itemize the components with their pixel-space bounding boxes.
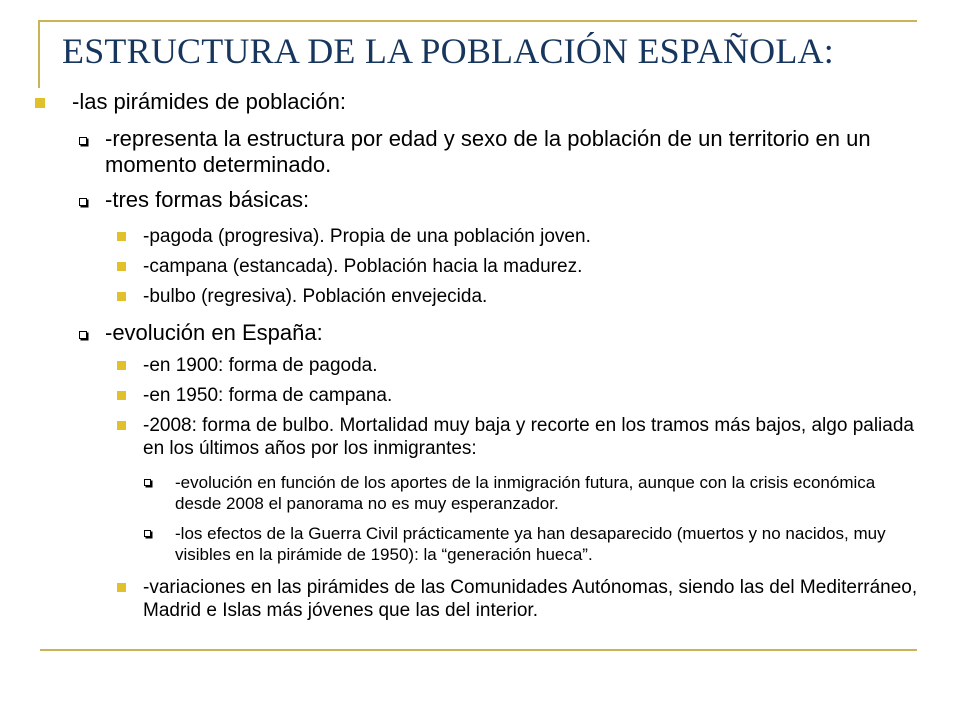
square-bullet-icon — [117, 262, 126, 271]
square-bullet-icon — [117, 583, 126, 592]
list-item: -las pirámides de población: — [72, 89, 922, 115]
checkbox-bullet-icon — [79, 137, 87, 145]
list-item: -en 1900: forma de pagoda. — [143, 354, 918, 377]
list-item: -evolución en función de los aportes de la inmigración futura, aunque con la crisis económica desde 2008 el panorama no es muy esperanzador. — [175, 472, 915, 514]
left-rule — [38, 20, 40, 88]
checkbox-bullet-icon — [79, 331, 87, 339]
checkbox-bullet-icon — [144, 530, 151, 537]
list-item: -2008: forma de bulbo. Mortalidad muy baja y recorte en los tramos más bajos, algo paliada en los últimos años por los inmigrantes: — [143, 414, 918, 460]
square-bullet-icon — [117, 421, 126, 430]
top-rule — [40, 20, 917, 22]
list-item: -campana (estancada). Población hacia la madurez. — [143, 255, 918, 278]
list-item: -los efectos de la Guerra Civil prácticamente ya han desaparecido (muertos y no nacidos, muy visibles en la pirámide de 1950): la “generación hueca”. — [175, 523, 915, 565]
square-bullet-icon — [117, 361, 126, 370]
square-bullet-icon — [117, 292, 126, 301]
list-item: -pagoda (progresiva). Propia de una población joven. — [143, 225, 918, 248]
checkbox-bullet-icon — [144, 479, 151, 486]
list-item: -en 1950: forma de campana. — [143, 384, 918, 407]
slide-title: ESTRUCTURA DE LA POBLACIÓN ESPAÑOLA: — [62, 31, 834, 71]
list-item: -representa la estructura por edad y sexo de la población de un territorio en un momento determinado. — [105, 126, 915, 178]
checkbox-bullet-icon — [79, 198, 87, 206]
square-bullet-icon — [117, 391, 126, 400]
list-item: -evolución en España: — [105, 320, 915, 346]
list-item: -tres formas básicas: — [105, 187, 915, 213]
list-item: -variaciones en las pirámides de las Comunidades Autónomas, siendo las del Mediterráneo, Madrid e Islas más jóvenes que las del interior. — [143, 576, 928, 622]
bottom-rule — [40, 649, 917, 651]
list-item: -bulbo (regresiva). Población envejecida. — [143, 285, 918, 308]
square-bullet-icon — [117, 232, 126, 241]
square-bullet-icon — [35, 98, 45, 108]
